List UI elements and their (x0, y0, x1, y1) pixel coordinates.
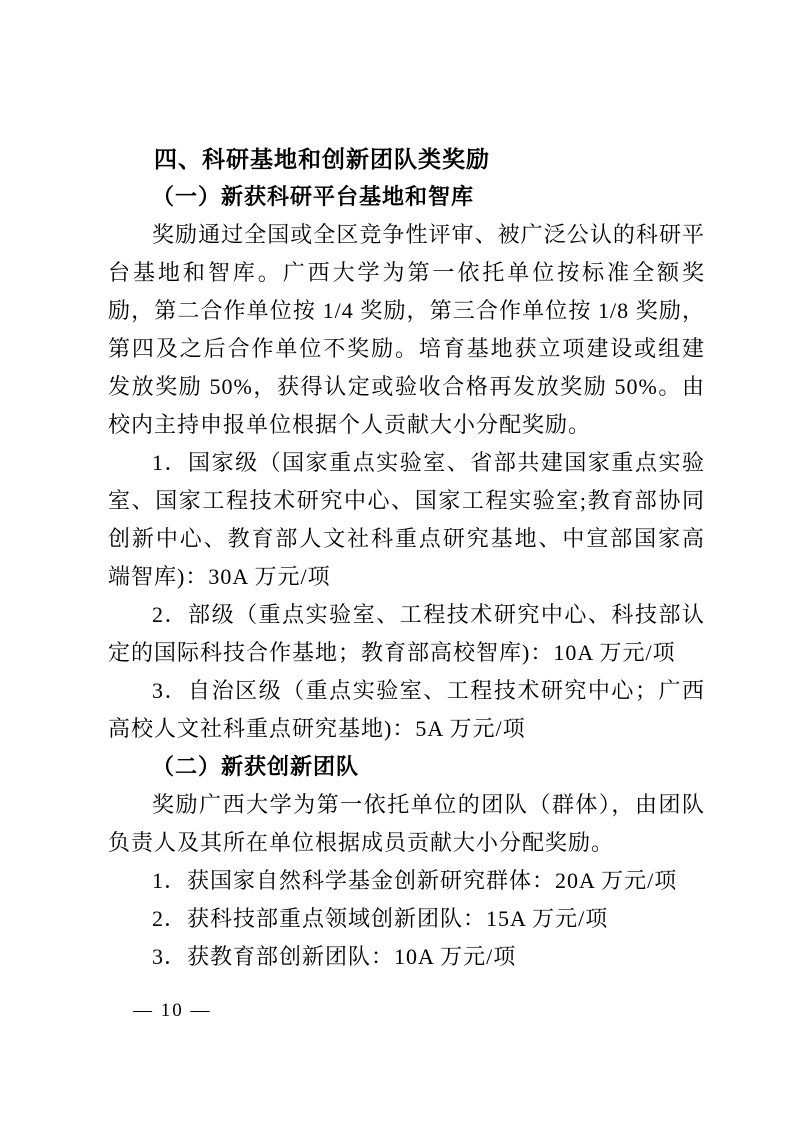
list-item-national-level: 1．国家级（国家重点实验室、省部共建国家重点实验室、国家工程技术研究中心、国家工程实验室;教育部协同创新中心、教育部人文社科重点研究基地、中宣部国家高端智库)：30A 万元/项 (108, 450, 705, 589)
document-content (108, 140, 705, 976)
subsection-heading-new-platform-base: （一）新获科研平台基地和智库 (152, 184, 475, 209)
list-item-moe-innovation-team: 3．获教育部创新团队：10A 万元/项 (152, 944, 517, 969)
list-item-most-key-field-team: 2．获科技部重点领域创新团队：15A 万元/项 (152, 906, 609, 931)
paragraph-team-award-rules: 奖励广西大学为第一依托单位的团队（群体），由团队负责人及其所在单位根据成员贡献大小分配奖励。 (108, 792, 705, 855)
subsection-heading-new-innovation-team: （二）新获创新团队 (152, 754, 360, 779)
list-item-ministry-level: 2．部级（重点实验室、工程技术研究中心、科技部认定的国际科技合作基地；教育部高校智库)：10A 万元/项 (108, 602, 705, 665)
paragraph-platform-award-rules: 奖励通过全国或全区竞争性评审、被广泛公认的科研平台基地和智库。广西大学为第一依托单位按标准全额奖励，第二合作单位按 1/4 奖励，第三合作单位按 1/8 奖励，第四及之后合作单位不奖励。培育基地获立项建设或组建发放奖励 50%，获得认定或验收合格再发放奖励 50%。由校内主持申报单位根据个人贡献大小分配奖励。 (108, 222, 705, 437)
section-heading-research-base-awards: 四、科研基地和创新团队类奖励 (154, 146, 490, 172)
page-number: — 10 — (133, 1000, 212, 1021)
list-item-autonomous-region-level: 3．自治区级（重点实验室、工程技术研究中心；广西高校人文社科重点研究基地)：5A 万元/项 (108, 678, 705, 741)
list-item-nsfc-innovation-group: 1．获国家自然科学基金创新研究群体：20A 万元/项 (152, 868, 678, 893)
